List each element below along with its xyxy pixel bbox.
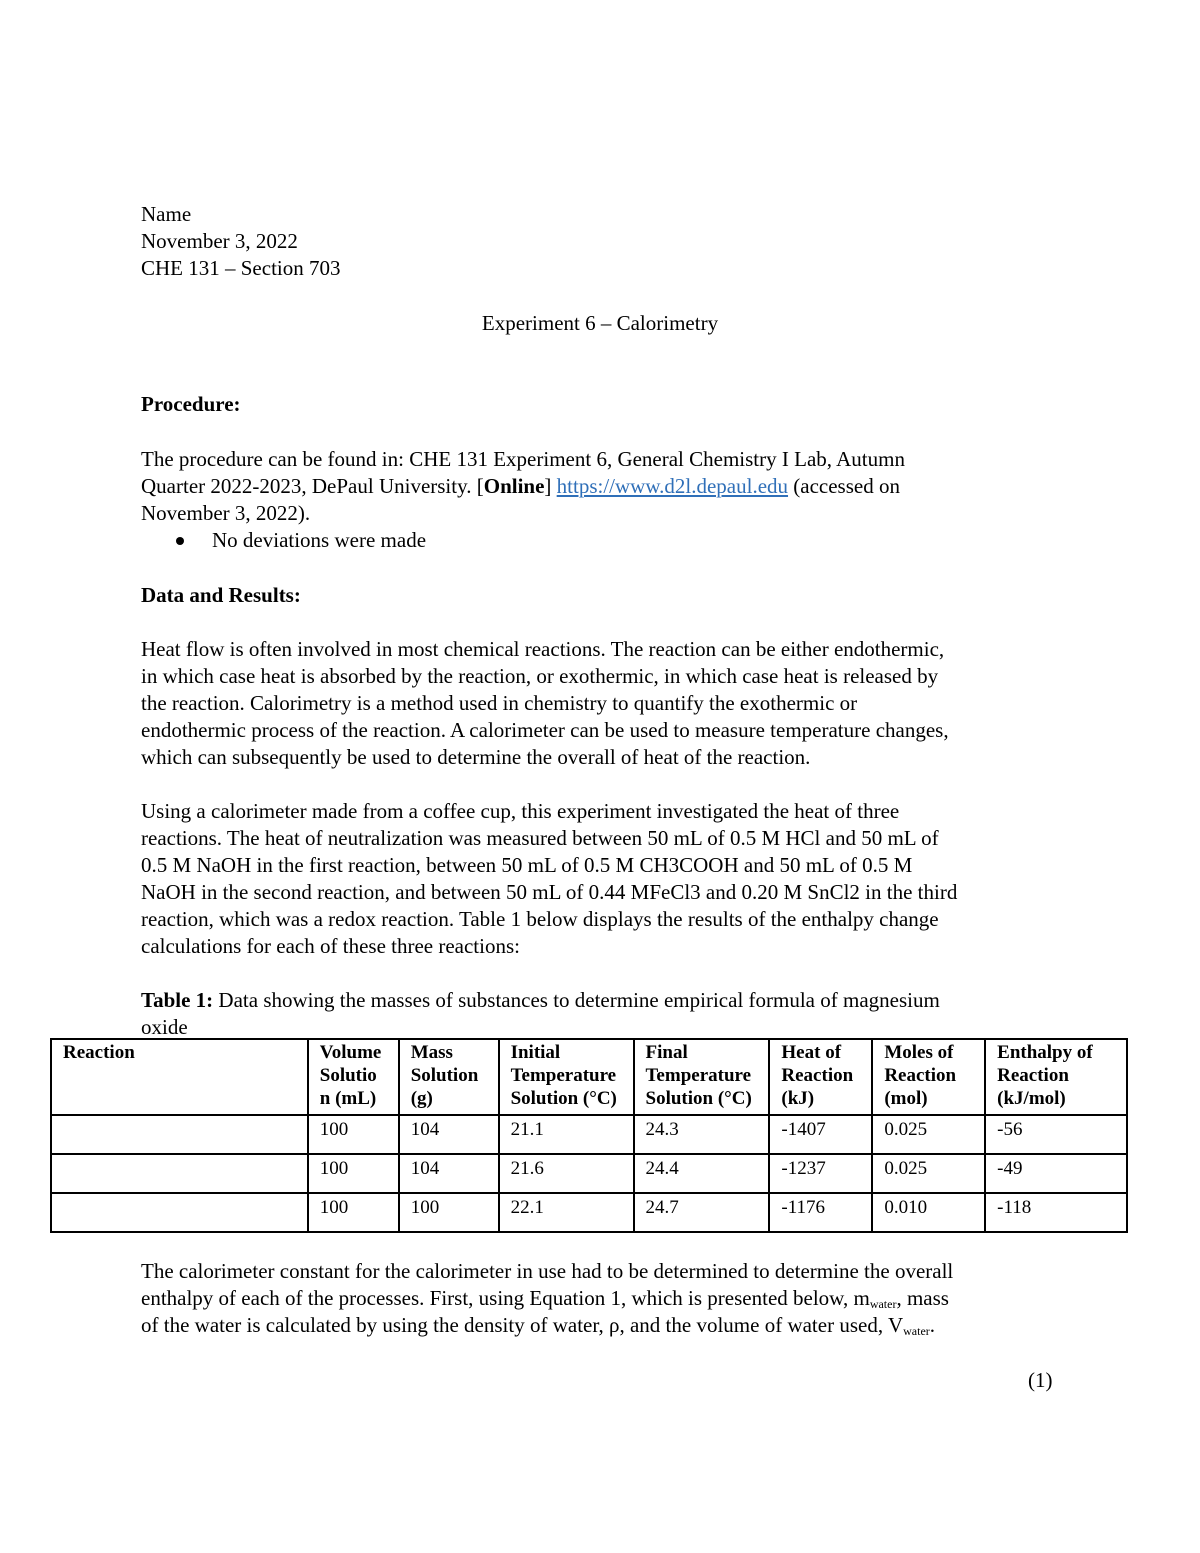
header-text: Heat of	[781, 1042, 842, 1063]
table-row	[51, 1154, 1127, 1193]
caption-text: Data showing the masses of substances to determine empirical formula of magnesium	[213, 988, 940, 1012]
table-cell: 21.6	[499, 1154, 634, 1193]
table-cell: -49	[985, 1154, 1127, 1193]
caption-label: Table 1:	[141, 988, 214, 1012]
table-cell: -1237	[769, 1154, 872, 1193]
paragraph-line	[141, 1285, 1071, 1312]
header-text: Moles of	[884, 1042, 954, 1063]
author-name: Name	[141, 202, 192, 226]
paragraph-text: , mass	[896, 1286, 949, 1310]
header-initial-temp	[499, 1039, 634, 1115]
results-paragraph-2	[141, 798, 1071, 960]
header-final-temp	[634, 1039, 770, 1115]
header-moles	[872, 1039, 985, 1115]
table-cell: 104	[399, 1154, 499, 1193]
table-cell: 24.4	[634, 1154, 770, 1193]
procedure-heading: Procedure:	[141, 392, 241, 416]
table-cell: 100	[308, 1154, 399, 1193]
procedure-line-text: (accessed on	[788, 474, 900, 498]
table-cell: 0.025	[872, 1115, 985, 1154]
header-text: Reaction	[781, 1065, 854, 1086]
header-reaction	[51, 1039, 308, 1115]
table-cell: 100	[399, 1193, 499, 1232]
table-cell: 22.1	[499, 1193, 634, 1232]
table-row	[51, 1193, 1127, 1232]
table-cell: -1176	[769, 1193, 872, 1232]
bullet-item: No deviations were made	[141, 527, 1071, 554]
paragraph-line: reaction, which was a redox reaction. Table 1 below displays the results of the enthalpy change	[141, 907, 939, 931]
table-cell	[51, 1193, 308, 1232]
table-header-row	[51, 1039, 1127, 1115]
header-text: Volume	[319, 1042, 382, 1063]
table-row	[51, 1115, 1127, 1154]
header-text: (kJ/mol)	[997, 1088, 1066, 1109]
table-cell: 24.7	[634, 1193, 770, 1232]
paragraph-line: which can subsequently be used to determine the overall of heat of the reaction.	[141, 745, 811, 769]
header-text: (mol)	[884, 1088, 928, 1109]
table-cell: 100	[308, 1193, 399, 1232]
paragraph-text: .	[929, 1313, 936, 1337]
header-block	[141, 201, 1071, 282]
results-table	[50, 1038, 1128, 1233]
procedure-line	[141, 473, 1071, 500]
header-text: Temperature	[645, 1065, 752, 1086]
procedure-text	[141, 446, 1071, 527]
closing-paragraph	[141, 1258, 1071, 1339]
header-text: Solutio	[319, 1065, 377, 1086]
header-heat	[769, 1039, 872, 1115]
table-cell: 0.010	[872, 1193, 985, 1232]
course-section: CHE 131 – Section 703	[141, 256, 341, 280]
header-text: (g)	[410, 1088, 433, 1109]
header-text: n (mL)	[319, 1088, 377, 1109]
table-cell: -56	[985, 1115, 1127, 1154]
d2l-link[interactable]: https://www.d2l.depaul.edu	[556, 474, 789, 498]
equation-number: (1)	[1028, 1368, 1053, 1392]
header-text: Reaction	[884, 1065, 957, 1086]
header-text: Reaction	[63, 1042, 135, 1063]
header-text: Reaction	[997, 1065, 1069, 1086]
online-label: Online	[483, 474, 545, 498]
paragraph-line: the reaction. Calorimetry is a method used in chemistry to quantify the exothermic or	[141, 691, 858, 715]
table-cell	[51, 1115, 308, 1154]
header-text: Initial	[510, 1042, 561, 1063]
procedure-bullets	[141, 527, 1071, 554]
results-heading: Data and Results:	[141, 583, 301, 607]
table-cell: 0.025	[872, 1154, 985, 1193]
paragraph-line: calculations for each of these three reactions:	[141, 934, 520, 958]
header-text: Enthalpy of	[997, 1042, 1093, 1063]
page-title: Experiment 6 – Calorimetry	[481, 311, 719, 335]
table-cell: 104	[399, 1115, 499, 1154]
paragraph-line: Heat flow is often involved in most chemical reactions. The reaction can be either endothermic,	[141, 637, 945, 661]
header-volume	[308, 1039, 399, 1115]
paragraph-line: 0.5 M NaOH in the first reaction, between 50 mL of 0.5 M CH3COOH and 50 mL of 0.5 M	[141, 853, 913, 877]
table-cell	[51, 1154, 308, 1193]
header-text: Solution (°C)	[645, 1088, 752, 1109]
header-mass	[399, 1039, 499, 1115]
procedure-line: The procedure can be found in: CHE 131 Experiment 6, General Chemistry I Lab, Autumn	[141, 447, 905, 471]
paragraph-line: The calorimeter constant for the calorimeter in use had to be determined to determine the overall	[141, 1259, 954, 1283]
table-cell: 21.1	[499, 1115, 634, 1154]
paragraph-text: enthalpy of each of the processes. First, using Equation 1, which is presented below, m	[141, 1286, 870, 1310]
results-paragraph-1	[141, 636, 1071, 771]
caption-line: oxide	[141, 1015, 188, 1039]
paragraph-line: reactions. The heat of neutralization was measured between 50 mL of 0.5 M HCl and 50 mL of	[141, 826, 939, 850]
procedure-line-text: ]	[544, 474, 557, 498]
paragraph-line: in which case heat is absorbed by the reaction, or exothermic, in which case heat is released by	[141, 664, 939, 688]
table-cell: 24.3	[634, 1115, 770, 1154]
header-text: Final	[645, 1042, 688, 1063]
header-enthalpy	[985, 1039, 1127, 1115]
paragraph-line: Using a calorimeter made from a coffee cup, this experiment investigated the heat of three	[141, 799, 900, 823]
caption-line	[141, 987, 1071, 1014]
subscript-water: water	[869, 1297, 897, 1311]
table-cell: -118	[985, 1193, 1127, 1232]
header-text: Mass	[410, 1042, 453, 1063]
procedure-line-text: Quarter 2022-2023, DePaul University. [	[141, 474, 484, 498]
paragraph-text: of the water is calculated by using the density of water, ρ, and the volume of water used, V	[141, 1313, 904, 1337]
table-cell: -1407	[769, 1115, 872, 1154]
paragraph-line	[141, 1312, 1071, 1339]
subscript-water: water	[903, 1324, 930, 1338]
procedure-line: November 3, 2022).	[141, 501, 311, 525]
table-caption	[141, 987, 1071, 1041]
header-text: Temperature	[510, 1065, 617, 1086]
paragraph-line: NaOH in the second reaction, and between 50 mL of 0.44 MFeCl3 and 0.20 M SnCl2 in the third	[141, 880, 958, 904]
document-date: November 3, 2022	[141, 229, 298, 253]
paragraph-line: endothermic process of the reaction. A calorimeter can be used to measure temperature changes,	[141, 718, 949, 742]
header-text: (kJ)	[781, 1088, 815, 1109]
table-cell: 100	[308, 1115, 399, 1154]
header-text: Solution	[410, 1065, 479, 1086]
header-text: Solution (°C)	[510, 1088, 617, 1109]
